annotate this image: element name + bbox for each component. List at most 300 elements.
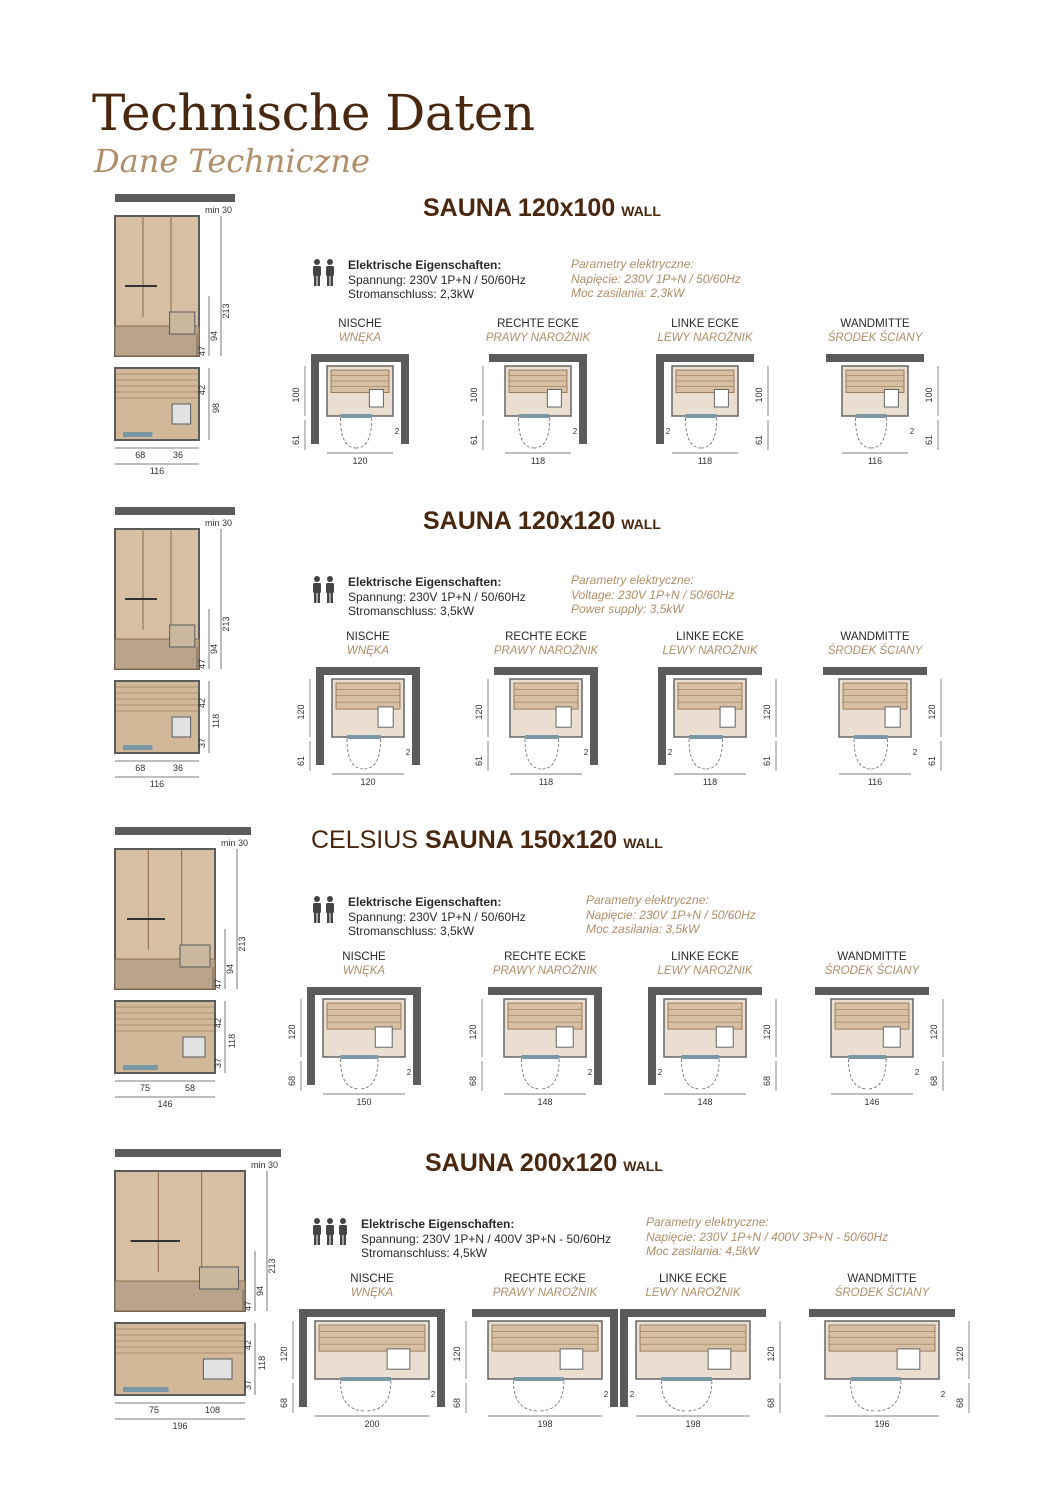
specs-heading-pl: Parametry elektryczne: (586, 893, 709, 907)
variant-name-pl: LEWY NAROŻNIK (662, 645, 758, 657)
plan-width-dimension: 200 (364, 1419, 380, 1429)
variant-name-pl: PRAWY NAROŻNIK (492, 965, 598, 977)
door (689, 735, 723, 739)
variant-name-pl: ŚRODEK ŚCIANY (827, 645, 923, 657)
specs-voltage-pl: Voltage: 230V 1P+N / 50/60Hz (571, 587, 735, 602)
plan-depth-dimension: 120 (474, 704, 484, 720)
gap-dimension: 2 (909, 427, 915, 436)
plan-depth-dimension: 120 (452, 1346, 462, 1362)
wall-back (472, 1309, 618, 1317)
wall-right (413, 987, 421, 1085)
wall-back (307, 987, 421, 995)
floor-plan-3 (600, 1303, 786, 1433)
specs-heading-pl: Parametry elektryczne: (646, 1215, 769, 1229)
wall-left (656, 354, 664, 444)
variant-label (280, 317, 440, 345)
wall-right (437, 1309, 445, 1407)
floor-plan-3 (638, 661, 782, 791)
width-total-dimension: 146 (157, 1099, 173, 1109)
gap-dimension: 2 (657, 1068, 663, 1077)
specs-voltage-de: Spannung: 230V 1P+N / 50/60Hz (348, 909, 526, 924)
floor-plan-4 (789, 1303, 975, 1433)
variant-name-de: RECHTE ECKE (505, 631, 587, 643)
min-clearance-label: min 30 (204, 518, 232, 528)
wall-back (658, 667, 762, 675)
wall-left (311, 354, 319, 444)
variant-label (284, 950, 444, 978)
heater (547, 390, 561, 408)
wall-back (299, 1309, 445, 1317)
product-title (423, 194, 661, 223)
plan-width-dimension: 118 (538, 777, 554, 787)
plan-width-dimension: 120 (360, 777, 376, 787)
plan-door-dimension: 68 (279, 1397, 289, 1409)
width-total-dimension: 116 (149, 779, 165, 789)
gap-dimension: 2 (914, 1068, 920, 1077)
seat-dimension: 37 (243, 1379, 253, 1391)
heater (180, 945, 210, 967)
side-view-drawing (0, 1145, 278, 1435)
bench-upper (668, 1003, 742, 1029)
specs-heading-pl: Parametry elektryczne: (571, 257, 694, 271)
specs-voltage-de: Spannung: 230V 1P+N / 50/60Hz (348, 589, 526, 604)
variant-label (613, 1272, 773, 1300)
width-total-dimension: 116 (149, 466, 165, 476)
width-total-dimension: 196 (172, 1421, 188, 1431)
bench-depth-dimension: 42 (197, 697, 207, 709)
gap-dimension: 2 (603, 1390, 609, 1399)
page-title: Technische Daten (92, 84, 535, 142)
floor-plan-2 (468, 981, 622, 1111)
plan-depth-dimension: 100 (469, 387, 479, 403)
plan-width-dimension: 118 (530, 456, 546, 466)
variant-name-de: RECHTE ECKE (504, 951, 586, 963)
bench-height-dimension: 47 (197, 345, 207, 357)
ceiling-bar (115, 507, 235, 515)
door (341, 1377, 391, 1381)
persons-icon (310, 1217, 353, 1247)
electrical-specs-de (348, 895, 526, 939)
min-clearance-label: min 30 (220, 838, 248, 848)
width-left-dimension: 68 (135, 450, 146, 460)
electrical-specs-pl (586, 893, 756, 937)
variant-name-pl: ŚRODEK ŚCIANY (824, 965, 920, 977)
bench-height-dimension: 47 (197, 658, 207, 670)
variant-name-pl: PRAWY NAROŻNIK (493, 645, 599, 657)
variant-name-de: RECHTE ECKE (497, 318, 579, 330)
persons-icon (310, 258, 340, 288)
plan-depth-dimension: 120 (287, 1024, 297, 1040)
variant-name-de: WANDMITTE (840, 631, 910, 643)
wall-left (658, 667, 666, 765)
plan-door-dimension: 61 (762, 755, 772, 767)
depth-dimension: 98 (211, 402, 221, 414)
variant-label (465, 1272, 625, 1300)
plan-depth-dimension: 120 (296, 704, 306, 720)
plan-width-dimension: 196 (874, 1419, 890, 1429)
specs-power-de: Stromanschluss: 3,5kW (348, 604, 475, 618)
plan-width-dimension: 116 (867, 456, 883, 466)
bench-upper (678, 683, 742, 709)
specs-heading-de: Elektrische Eigenschaften: (348, 258, 502, 272)
wall-left (620, 1309, 628, 1407)
variant-label (802, 1272, 962, 1300)
product-name: SAUNA 200x120 (425, 1149, 618, 1177)
product-suffix: WALL (621, 203, 661, 219)
plan-door-dimension: 61 (924, 434, 934, 446)
product-suffix: WALL (623, 835, 663, 851)
bench-upper (492, 1325, 598, 1351)
floor-plan-1 (287, 981, 441, 1111)
floor-plan-2 (474, 661, 618, 791)
heater (883, 1027, 900, 1047)
specs-power-de: Stromanschluss: 4,5kW (361, 1246, 488, 1260)
bench-upper (319, 1325, 425, 1351)
variant-name-pl: LEWY NAROŻNIK (645, 1287, 741, 1299)
variant-name-de: RECHTE ECKE (504, 1273, 586, 1285)
gap-dimension: 2 (940, 1390, 946, 1399)
side-view-drawing (0, 823, 260, 1113)
plan-door-dimension: 68 (929, 1075, 939, 1087)
electrical-specs-pl (646, 1215, 888, 1259)
width-right-dimension: 108 (204, 1405, 221, 1415)
floor-plan-4 (795, 981, 949, 1111)
heater (560, 1349, 583, 1369)
width-left-dimension: 75 (148, 1405, 160, 1415)
floor-plan-4 (803, 661, 947, 791)
variant-name-pl: PRAWY NAROŻNIK (492, 1287, 598, 1299)
heater (170, 625, 195, 647)
heater (387, 1349, 410, 1369)
heater-top (172, 404, 190, 424)
heater (714, 390, 728, 408)
door (525, 735, 559, 739)
heater-height-dimension: 94 (209, 643, 219, 655)
specs-voltage-pl: Napięcie: 230V 1P+N / 50/60Hz (586, 907, 756, 922)
width-right-dimension: 36 (172, 450, 184, 460)
bench-height-dimension: 47 (243, 1300, 253, 1312)
floor-plan-3 (628, 981, 782, 1111)
door-top (123, 432, 152, 437)
heater (716, 1027, 733, 1047)
height-dimension: 213 (237, 936, 247, 952)
ceiling-bar (115, 194, 235, 202)
persons-icon (310, 575, 340, 605)
door-top (123, 1387, 169, 1392)
specs-power-de: Stromanschluss: 3,5kW (348, 924, 475, 938)
plan-door-dimension: 68 (955, 1397, 965, 1409)
door (341, 1055, 379, 1059)
heater (556, 1027, 573, 1047)
plan-depth-dimension: 120 (927, 704, 937, 720)
bench-upper (508, 1003, 582, 1029)
heater (897, 1349, 920, 1369)
variant-label (465, 950, 625, 978)
variant-name-pl: ŚRODEK ŚCIANY (827, 332, 923, 344)
specs-heading-de: Elektrische Eigenschaften: (348, 575, 502, 589)
variant-name-de: NISCHE (338, 318, 382, 330)
door (347, 735, 381, 739)
variant-label (458, 317, 618, 345)
heater (885, 707, 900, 727)
min-clearance-label: min 30 (204, 205, 232, 215)
page-subtitle: Dane Techniczne (94, 142, 370, 180)
wall-back (311, 354, 409, 362)
wall-right (412, 667, 420, 765)
variant-name-pl: PRAWY NAROŻNIK (485, 332, 591, 344)
specs-heading-de: Elektrische Eigenschaften: (348, 895, 502, 909)
gap-dimension: 2 (667, 748, 673, 757)
product-prefix: CELSIUS (311, 826, 418, 854)
product-title (425, 1149, 663, 1178)
plan-door-dimension: 61 (474, 755, 484, 767)
plan-door-dimension: 68 (468, 1075, 478, 1087)
variant-label (625, 317, 785, 345)
door (682, 1055, 720, 1059)
specs-heading-pl: Parametry elektryczne: (571, 573, 694, 587)
ceiling-bar (115, 827, 251, 835)
side-view-drawing (0, 190, 260, 480)
electrical-specs-de (348, 258, 526, 302)
bench-upper (514, 683, 578, 709)
door (514, 1377, 564, 1381)
floor-plan-1 (279, 1303, 465, 1433)
gap-dimension: 2 (587, 1068, 593, 1077)
specs-power-pl: Moc zasilania: 3,5kW (586, 922, 700, 936)
wall-right (594, 987, 602, 1085)
specs-voltage-pl: Napięcie: 230V 1P+N / 400V 3P+N - 50/60Hz (646, 1229, 889, 1244)
gap-dimension: 2 (406, 1068, 412, 1077)
plan-width-dimension: 148 (697, 1097, 713, 1107)
depth-dimension: 118 (257, 1355, 267, 1371)
gap-dimension: 2 (583, 748, 589, 757)
wall-right (590, 667, 598, 765)
wall-back (489, 354, 587, 362)
heater (708, 1349, 731, 1369)
wall-back (494, 667, 598, 675)
wall-left (299, 1309, 307, 1407)
wall-back (648, 987, 762, 995)
floor-plan-2 (469, 348, 607, 478)
product-title (423, 507, 661, 536)
plan-width-dimension: 198 (537, 1419, 553, 1429)
bench-depth-dimension: 42 (243, 1339, 253, 1351)
gap-dimension: 2 (629, 1390, 635, 1399)
depth-dimension: 118 (211, 713, 221, 729)
variant-label (795, 317, 955, 345)
variant-name-pl: WNĘKA (338, 332, 382, 344)
ceiling-bar (115, 1149, 281, 1157)
specs-power-pl: Moc zasilania: 4,5kW (646, 1244, 760, 1258)
floor-plan-3 (636, 348, 774, 478)
plan-width-dimension: 118 (697, 456, 713, 466)
depth-dimension: 118 (227, 1033, 237, 1049)
variant-name-pl: LEWY NAROŻNIK (657, 332, 753, 344)
variant-name-pl: WNĘKA (346, 645, 390, 657)
plan-door-dimension: 61 (296, 755, 306, 767)
variant-label (288, 630, 448, 658)
plan-door-dimension: 68 (287, 1075, 297, 1087)
door-top (123, 745, 152, 750)
width-left-dimension: 68 (135, 763, 146, 773)
plan-width-dimension: 116 (867, 777, 883, 787)
bench-upper (327, 1003, 401, 1029)
plan-door-dimension: 61 (291, 434, 301, 446)
heater (170, 312, 195, 334)
product-name: SAUNA 150x120 (424, 826, 618, 854)
specs-power-pl: Moc zasilania: 2,3kW (571, 286, 685, 300)
plan-depth-dimension: 120 (955, 1346, 965, 1362)
heater-height-dimension: 94 (255, 1285, 265, 1297)
variant-label (625, 950, 785, 978)
heater (378, 707, 393, 727)
plan-depth-dimension: 120 (762, 704, 772, 720)
specs-heading-de: Elektrische Eigenschaften: (361, 1217, 515, 1231)
gap-dimension: 2 (912, 748, 918, 757)
floor-plan-4 (806, 348, 944, 478)
width-right-dimension: 36 (172, 763, 184, 773)
electrical-specs-de (361, 1217, 611, 1261)
electrical-specs-de (348, 575, 526, 619)
variant-name-de: NISCHE (346, 631, 390, 643)
heater-top (183, 1037, 205, 1057)
wall-left (307, 987, 315, 1085)
variant-name-de: WANDMITTE (847, 1273, 917, 1285)
plan-depth-dimension: 120 (279, 1346, 289, 1362)
wall-left (316, 667, 324, 765)
door (519, 414, 550, 418)
variant-name-de: LINKE ECKE (676, 631, 744, 643)
door (849, 1055, 887, 1059)
bench-upper (829, 1325, 935, 1351)
wall-back (488, 987, 602, 995)
bench-depth-dimension: 42 (197, 384, 207, 396)
wall-left (648, 987, 656, 1085)
gap-dimension: 2 (405, 748, 411, 757)
door (522, 1055, 560, 1059)
door (851, 1377, 901, 1381)
specs-voltage-pl: Napięcie: 230V 1P+N / 50/60Hz (571, 271, 741, 286)
door (686, 414, 717, 418)
width-right-dimension: 58 (184, 1083, 196, 1093)
heater (375, 1027, 392, 1047)
plan-width-dimension: 148 (537, 1097, 553, 1107)
heater (369, 390, 383, 408)
door (856, 414, 887, 418)
door (662, 1377, 712, 1381)
seat-dimension: 37 (213, 1057, 223, 1069)
plan-width-dimension: 118 (702, 777, 718, 787)
height-dimension: 213 (221, 616, 231, 632)
variant-name-de: NISCHE (342, 951, 386, 963)
wall-right (401, 354, 409, 444)
wall-back (656, 354, 754, 362)
plan-door-dimension: 68 (762, 1075, 772, 1087)
product-name: SAUNA 120x120 (423, 507, 616, 535)
heater (884, 390, 898, 408)
electrical-specs-pl (571, 257, 741, 301)
plan-door-dimension: 68 (452, 1397, 462, 1409)
bench-upper (640, 1325, 746, 1351)
variant-name-de: WANDMITTE (840, 318, 910, 330)
plan-door-dimension: 61 (754, 434, 764, 446)
variant-name-pl: ŚRODEK ŚCIANY (834, 1287, 930, 1299)
bench-upper (336, 683, 400, 709)
specs-voltage-de: Spannung: 230V 1P+N / 50/60Hz (348, 272, 526, 287)
plan-door-dimension: 68 (766, 1397, 776, 1409)
wall-right (579, 354, 587, 444)
seat-dimension: 37 (197, 737, 207, 749)
specs-power-de: Stromanschluss: 2,3kW (348, 287, 475, 301)
plan-depth-dimension: 100 (754, 387, 764, 403)
gap-dimension: 2 (572, 427, 578, 436)
variant-name-de: LINKE ECKE (659, 1273, 727, 1285)
variant-name-de: LINKE ECKE (671, 951, 739, 963)
bench-upper (835, 1003, 909, 1029)
plan-width-dimension: 120 (352, 456, 368, 466)
variant-name-de: NISCHE (350, 1273, 394, 1285)
bench-depth-dimension: 42 (213, 1017, 223, 1029)
plan-door-dimension: 61 (927, 755, 937, 767)
wall-back (620, 1309, 766, 1317)
min-clearance-label: min 30 (250, 1160, 278, 1170)
variant-name-de: WANDMITTE (837, 951, 907, 963)
variant-name-pl: LEWY NAROŻNIK (657, 965, 753, 977)
door (341, 414, 372, 418)
wall-back (316, 667, 420, 675)
width-left-dimension: 75 (139, 1083, 151, 1093)
specs-voltage-de: Spannung: 230V 1P+N / 400V 3P+N - 50/60Hz (361, 1231, 612, 1246)
height-dimension: 213 (267, 1258, 277, 1274)
plan-depth-dimension: 120 (766, 1346, 776, 1362)
variant-label (466, 630, 626, 658)
plan-depth-dimension: 120 (762, 1024, 772, 1040)
product-name: SAUNA 120x100 (423, 194, 616, 222)
floor-plan-1 (291, 348, 429, 478)
height-dimension: 213 (221, 303, 231, 319)
bench-height-dimension: 47 (213, 978, 223, 990)
variant-label (630, 630, 790, 658)
product-suffix: WALL (621, 516, 661, 532)
product-suffix: WALL (623, 1158, 663, 1174)
variant-label (792, 950, 952, 978)
heater (200, 1267, 239, 1289)
gap-dimension: 2 (394, 427, 400, 436)
variant-name-pl: WNĘKA (350, 1287, 394, 1299)
variant-label (292, 1272, 452, 1300)
variant-name-pl: WNĘKA (342, 965, 386, 977)
bench-upper (843, 683, 907, 709)
heater-height-dimension: 94 (225, 963, 235, 975)
heater (556, 707, 571, 727)
door (854, 735, 888, 739)
heater-height-dimension: 94 (209, 330, 219, 342)
electrical-specs-pl (571, 573, 734, 617)
specs-power-pl: Power supply: 3,5kW (571, 602, 684, 616)
plan-width-dimension: 150 (356, 1097, 372, 1107)
variant-name-de: LINKE ECKE (671, 318, 739, 330)
plan-depth-dimension: 120 (929, 1024, 939, 1040)
plan-width-dimension: 146 (864, 1097, 880, 1107)
plan-door-dimension: 61 (469, 434, 479, 446)
product-title (311, 826, 663, 855)
gap-dimension: 2 (430, 1390, 436, 1399)
door-top (123, 1065, 158, 1070)
side-view-drawing (0, 503, 260, 793)
heater-top (203, 1359, 232, 1379)
floor-plan-1 (296, 661, 440, 791)
heater (720, 707, 735, 727)
